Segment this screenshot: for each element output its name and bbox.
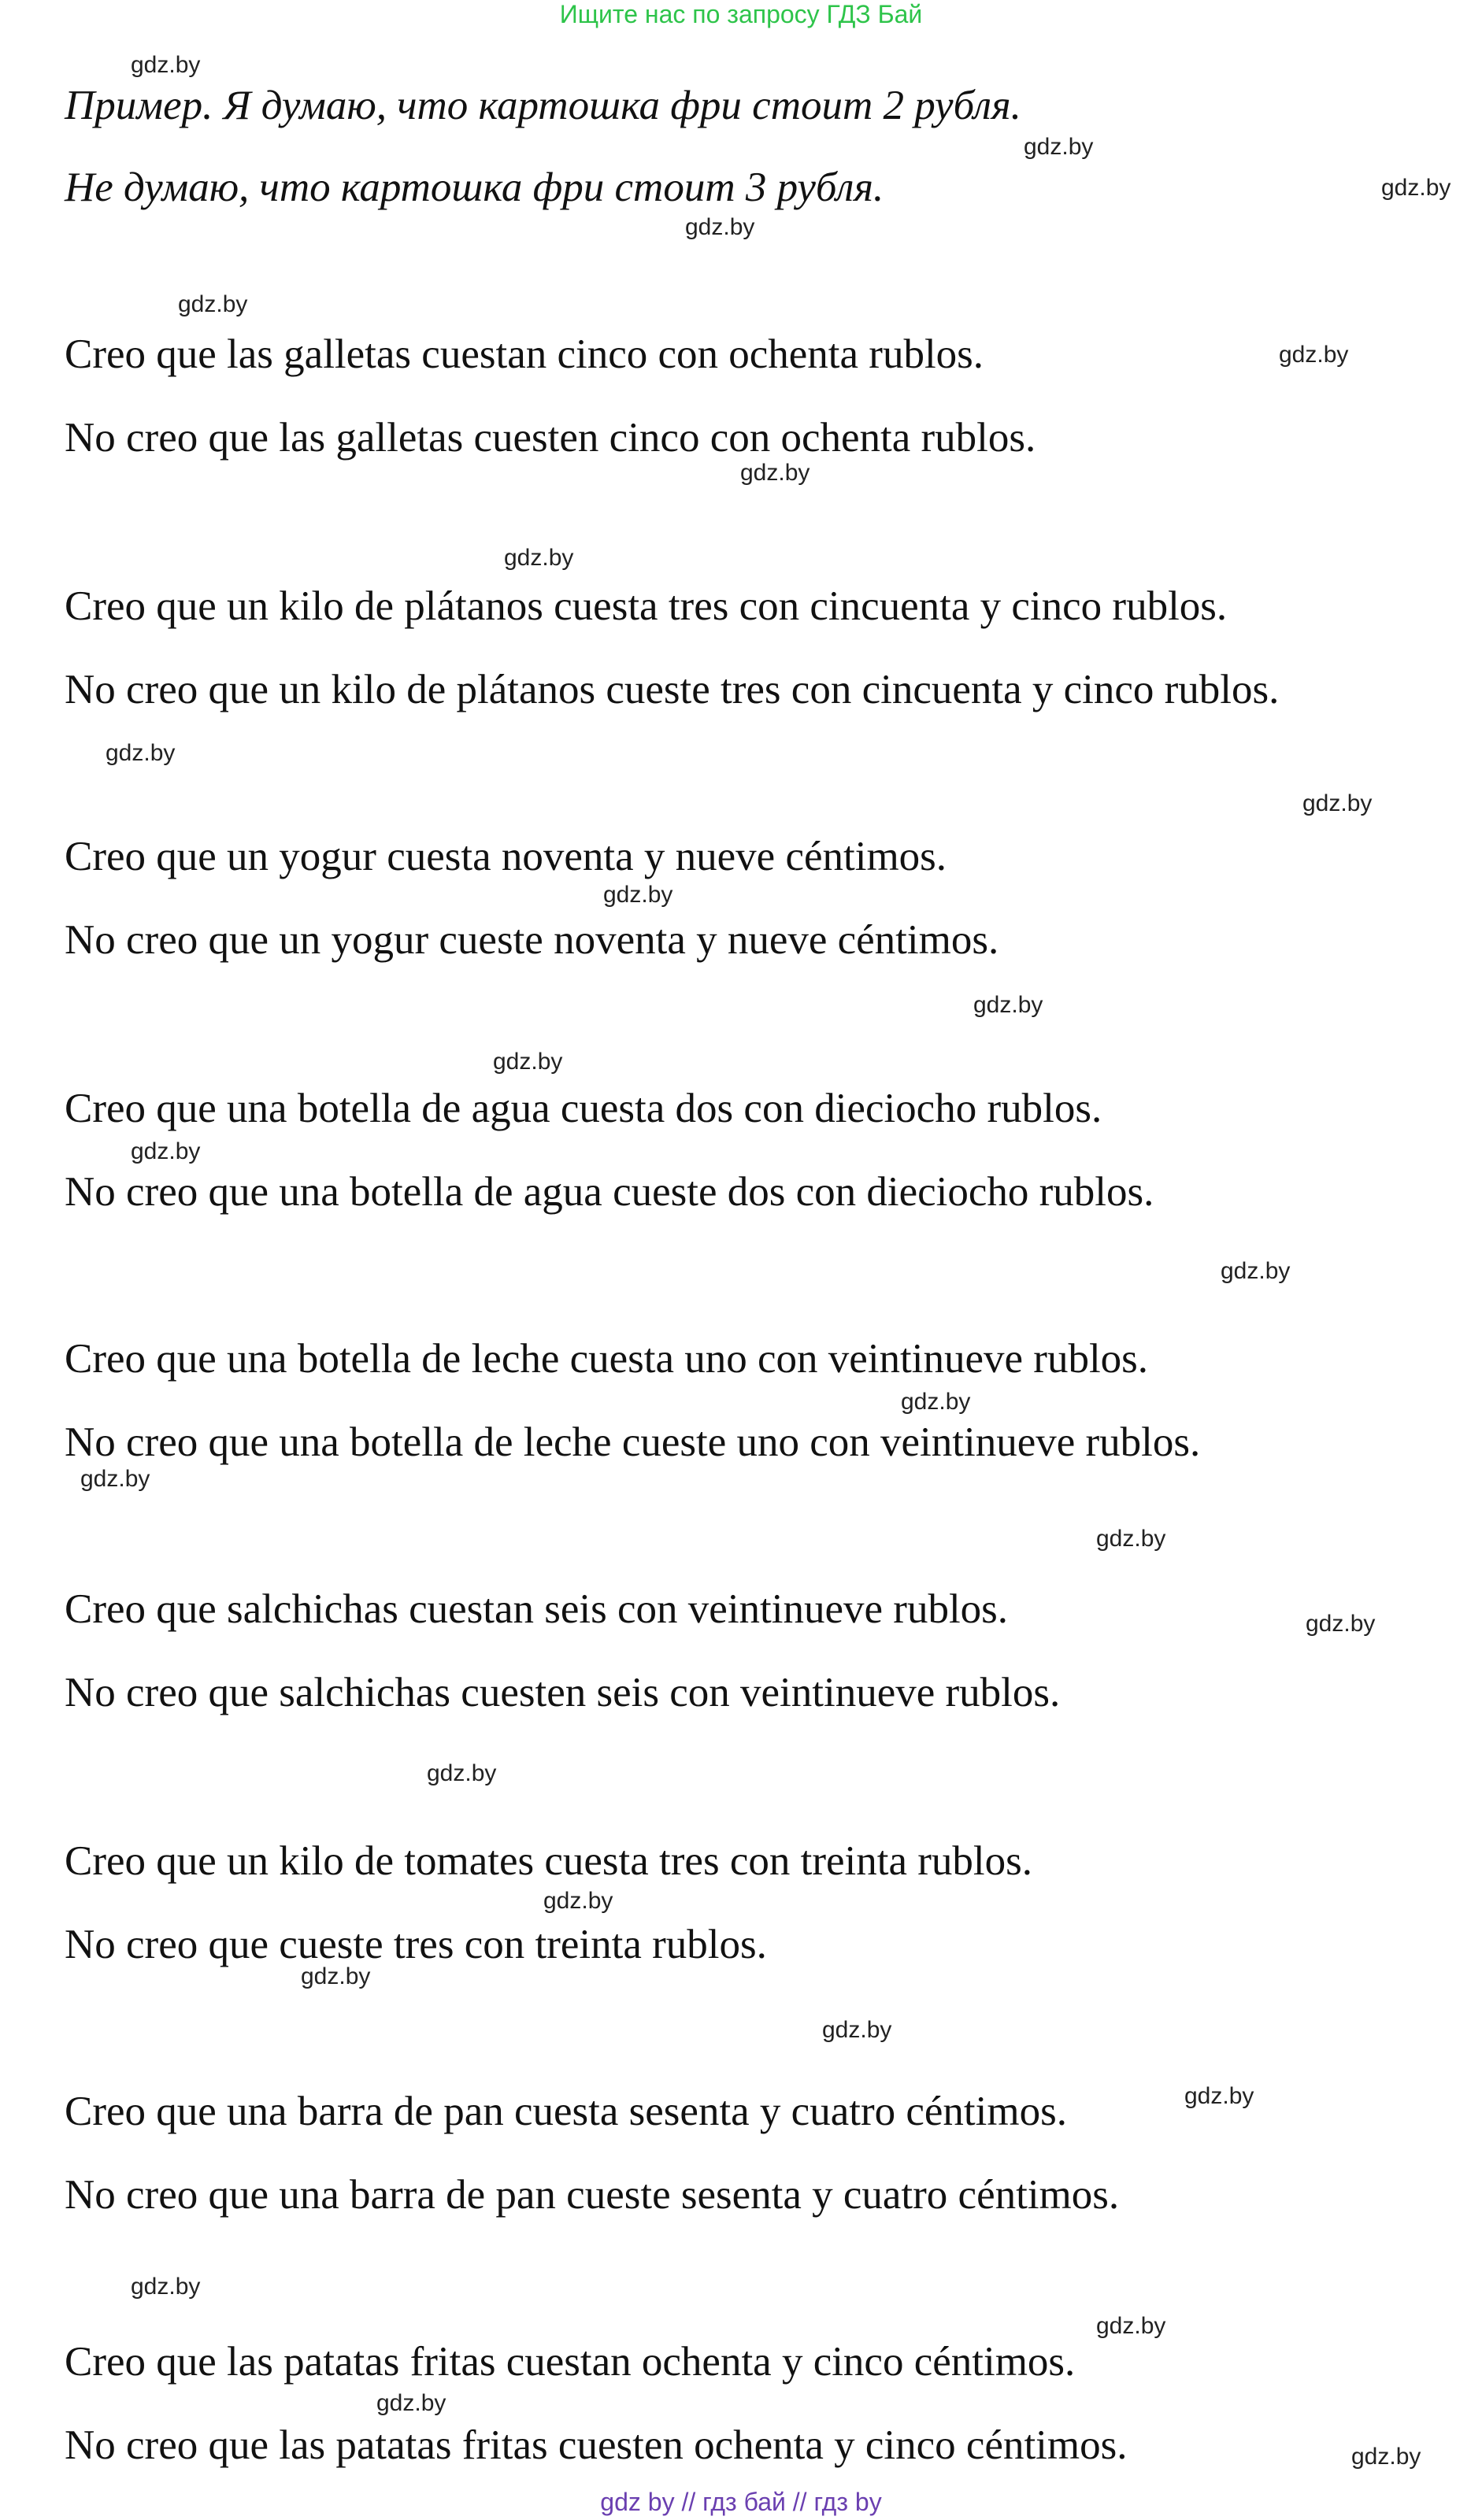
sentence-negative: No creo que una botella de leche cueste uno con veintinueve rublos. bbox=[65, 1419, 1201, 1465]
sentence-negative: No creo que cueste tres con treinta rublos. bbox=[65, 1922, 767, 1967]
watermark: gdz.by bbox=[1096, 2313, 1166, 2339]
sentence-negative: No creo que las patatas fritas cuesten ochenta y cinco céntimos. bbox=[65, 2422, 1128, 2468]
watermark: gdz.by bbox=[131, 52, 201, 78]
sentence-affirmative: Creo que un kilo de plátanos cuesta tres con cincuenta y cinco rublos. bbox=[65, 583, 1228, 629]
sentence-affirmative: Creo que un yogur cuesta noventa y nueve céntimos. bbox=[65, 834, 947, 879]
watermark: gdz.by bbox=[1279, 342, 1349, 368]
sentence-affirmative: Creo que las galletas cuestan cinco con ochenta rublos. bbox=[65, 331, 984, 377]
sentence-affirmative: Creo que un kilo de tomates cuesta tres con treinta rublos. bbox=[65, 1838, 1032, 1884]
watermark: gdz.by bbox=[822, 2017, 892, 2043]
watermark: gdz.by bbox=[106, 740, 176, 766]
sentence-negative: No creo que un yogur cueste noventa y nueve céntimos. bbox=[65, 917, 999, 963]
sentence-negative: No creo que las galletas cuesten cinco con ochenta rublos. bbox=[65, 415, 1036, 461]
watermark: gdz.by bbox=[1096, 1526, 1166, 1552]
watermark: gdz.by bbox=[1184, 2083, 1254, 2109]
sentence-negative: No creo que un kilo de plátanos cueste tres con cincuenta y cinco rublos. bbox=[65, 667, 1280, 712]
footer-watermark: gdz by // гдз бай // гдз by bbox=[600, 2488, 882, 2516]
watermark: gdz.by bbox=[901, 1389, 971, 1415]
example-line-2: Не думаю, что картошка фри стоит 3 рубля. bbox=[65, 165, 884, 210]
watermark: gdz.by bbox=[301, 1963, 371, 1989]
sentence-affirmative: Creo que salchichas cuestan seis con veintinueve rublos. bbox=[65, 1586, 1009, 1632]
example-line-1: Пример. Я думаю, что картошка фри стоит 2 рубля. bbox=[65, 83, 1021, 128]
watermark: gdz.by bbox=[1351, 2444, 1421, 2470]
header-search-hint[interactable]: Ищите нас по запросу ГДЗ Бай bbox=[559, 0, 923, 28]
watermark: gdz.by bbox=[603, 882, 673, 908]
sentence-affirmative: Creo que las patatas fritas cuestan ochenta y cinco céntimos. bbox=[65, 2339, 1076, 2385]
watermark: gdz.by bbox=[178, 291, 248, 317]
watermark: gdz.by bbox=[80, 1466, 150, 1492]
watermark: gdz.by bbox=[376, 2390, 446, 2416]
watermark: gdz.by bbox=[685, 214, 755, 240]
watermark: gdz.by bbox=[1306, 1611, 1376, 1637]
watermark: gdz.by bbox=[543, 1888, 613, 1914]
watermark: gdz.by bbox=[504, 545, 574, 571]
watermark: gdz.by bbox=[493, 1049, 563, 1075]
watermark: gdz.by bbox=[1024, 134, 1094, 160]
sentence-negative: No creo que una botella de agua cueste dos con dieciocho rublos. bbox=[65, 1169, 1154, 1215]
sentence-negative: No creo que una barra de pan cueste sesenta y cuatro céntimos. bbox=[65, 2172, 1120, 2218]
watermark: gdz.by bbox=[427, 1760, 497, 1786]
sentence-affirmative: Creo que una botella de leche cuesta uno con veintinueve rublos. bbox=[65, 1336, 1149, 1382]
watermark: gdz.by bbox=[1221, 1258, 1291, 1284]
watermark: gdz.by bbox=[131, 1138, 201, 1164]
sentence-negative: No creo que salchichas cuesten seis con veintinueve rublos. bbox=[65, 1670, 1061, 1715]
watermark: gdz.by bbox=[1381, 175, 1451, 201]
watermark: gdz.by bbox=[973, 992, 1043, 1018]
watermark: gdz.by bbox=[131, 2274, 201, 2300]
sentence-affirmative: Creo que una botella de agua cuesta dos con dieciocho rublos. bbox=[65, 1086, 1102, 1131]
watermark: gdz.by bbox=[1302, 790, 1373, 816]
watermark: gdz.by bbox=[740, 460, 810, 486]
sentence-affirmative: Creo que una barra de pan cuesta sesenta y cuatro céntimos. bbox=[65, 2089, 1067, 2134]
